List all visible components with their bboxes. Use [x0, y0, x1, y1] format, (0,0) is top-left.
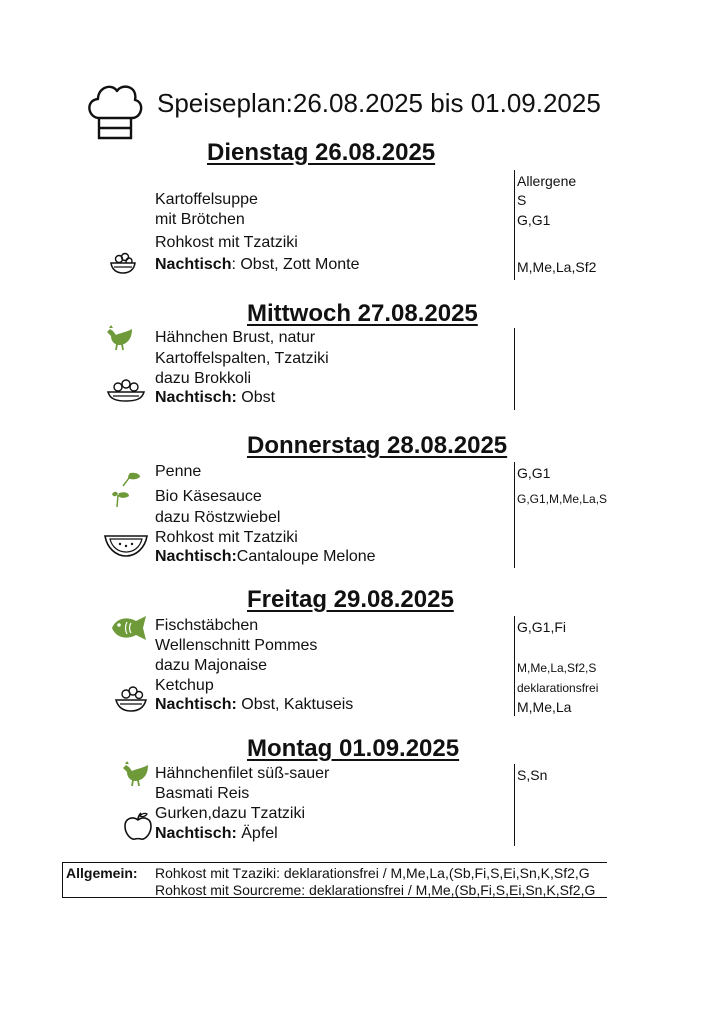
allergen-divider	[514, 170, 515, 280]
day-heading: Mittwoch 27.08.2025	[247, 300, 478, 327]
dessert-text: Cantaloupe Melone	[236, 548, 376, 565]
chef-hat-icon	[84, 80, 146, 142]
menu-item: Ketchup	[155, 677, 214, 694]
allergen-code: G,G1	[517, 212, 551, 228]
allergen-divider	[514, 616, 515, 716]
day-heading: Montag 01.09.2025	[247, 735, 460, 762]
menu-item: Rohkost mit Tzatziki	[155, 234, 298, 251]
menu-item: Rohkost mit Tzatziki	[155, 529, 298, 546]
menu-item: Basmati Reis	[155, 785, 250, 802]
fruit-bowl-icon	[105, 376, 147, 404]
allergen-code: M,Me,La,Sf2,S	[517, 661, 597, 675]
fruit-bowl-icon	[113, 684, 149, 714]
menu-item: Fischstäbchen	[155, 617, 259, 634]
dessert-label: Nachtisch:	[155, 696, 237, 713]
dessert-line	[155, 388, 275, 408]
allergen-code: M,Me,La	[517, 699, 572, 715]
dessert-text: : Obst, Zott Monte	[231, 256, 360, 273]
dessert-line	[155, 255, 360, 275]
menu-item: Hähnchenfilet süß-sauer	[155, 765, 330, 782]
day-heading: Dienstag 26.08.2025	[207, 139, 436, 166]
allergen-header: Allergene	[517, 173, 577, 189]
dessert-text: Obst	[236, 389, 276, 406]
menu-item: Hähnchen Brust, natur	[155, 329, 316, 346]
menu-item: mit Brötchen	[155, 211, 245, 228]
chicken-icon	[103, 322, 135, 352]
allergen-code: S,Sn	[517, 767, 548, 783]
allergen-code: M,Me,La,Sf2	[517, 259, 597, 275]
dessert-label: Nachtisch:	[155, 389, 237, 406]
fruit-bowl-icon	[107, 250, 139, 276]
allergen-code: S	[517, 192, 527, 208]
dessert-label: Nachtisch:	[155, 825, 237, 842]
apple-icon	[122, 810, 154, 842]
menu-item: Wellenschnitt Pommes	[155, 637, 318, 654]
chicken-icon	[119, 758, 151, 788]
allergen-divider	[514, 764, 515, 846]
allergen-code: G,G1,Fi	[517, 619, 567, 635]
dessert-text: Äpfel	[236, 825, 278, 842]
menu-item: dazu Brokkoli	[155, 370, 252, 387]
menu-item: Gurken,dazu Tzatziki	[155, 805, 305, 822]
menu-item: Kartoffelsuppe	[155, 191, 258, 208]
allergen-code: deklarationsfrei	[517, 681, 599, 695]
dessert-text: Obst, Kaktuseis	[236, 696, 354, 713]
vegetarian-sprout-icon	[109, 469, 143, 511]
allergen-code: G,G1	[517, 465, 551, 481]
day-heading: Freitag 29.08.2025	[247, 586, 454, 613]
fish-icon	[109, 612, 151, 644]
dessert-line	[155, 547, 376, 567]
dessert-label: Nachtisch	[155, 256, 232, 273]
general-line: Rohkost mit Tzaziki: deklarationsfrei / M,Me,La,(Sb,Fi,S,Ei,Sn,K,Sf2,G	[155, 865, 590, 881]
general-line: Rohkost mit Sourcreme: deklarationsfrei / M,Me,(Sb,Fi,S,Ei,Sn,K,Sf2,G	[155, 882, 596, 898]
dessert-line	[155, 695, 353, 715]
menu-item: dazu Majonaise	[155, 657, 268, 674]
page-title: Speiseplan:26.08.2025 bis 01.09.2025	[157, 88, 601, 118]
allergen-divider	[514, 462, 515, 568]
menu-item: Bio Käsesauce	[155, 488, 262, 505]
allergen-code: G,G1,M,Me,La,S	[517, 492, 607, 506]
dessert-label: Nachtisch:	[155, 548, 237, 565]
general-label: Allgemein:	[66, 865, 138, 881]
dessert-line	[155, 824, 278, 844]
menu-item: dazu Röstzwiebel	[155, 509, 281, 526]
day-heading: Donnerstag 28.08.2025	[247, 432, 508, 459]
melon-slice-icon	[103, 533, 149, 559]
allergen-divider	[514, 328, 515, 410]
menu-item: Kartoffelspalten, Tzatziki	[155, 350, 329, 367]
menu-item: Penne	[155, 463, 202, 480]
